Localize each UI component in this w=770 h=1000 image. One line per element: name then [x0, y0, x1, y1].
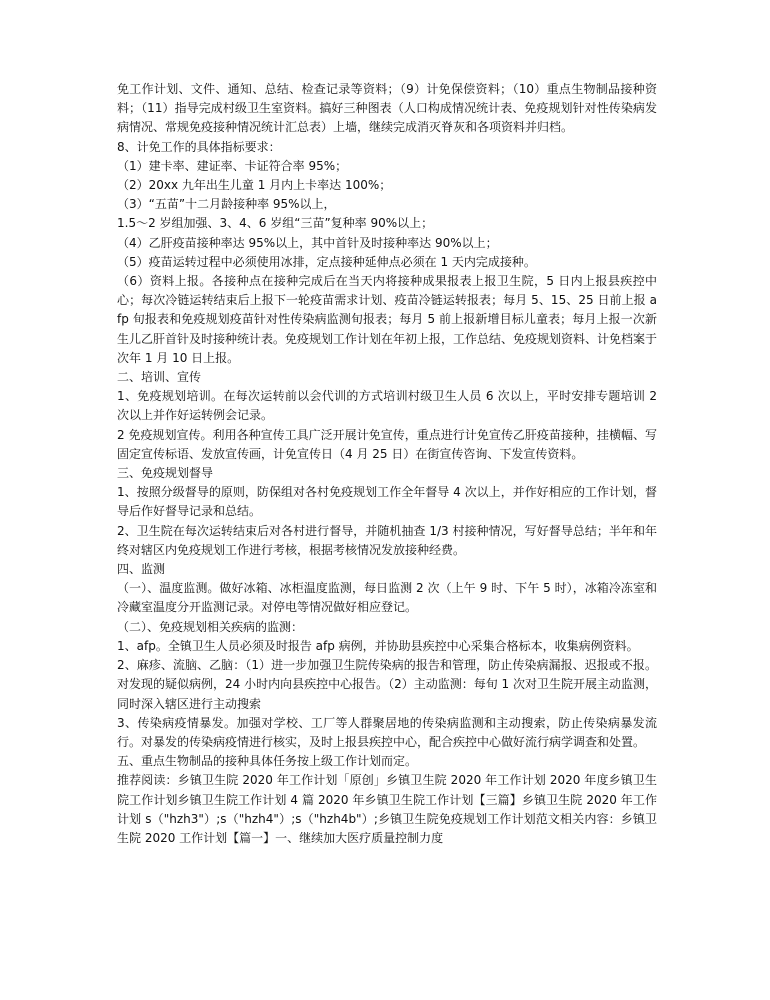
- paragraph-supervision-hospital: 2、卫生院在每次运转结束后对各村进行督导，并随机抽查 1/3 村接种情况，写好督导总结；半年和年终对辖区内免疫规划工作进行考核，根据考核情况发放接种经费。: [117, 523, 657, 557]
- paragraph-publicity: 2 免疫规划宣传。利用各种宣传工具广泛开展计免宣传，重点进行计免宣传乙肝疫苗接种，挂横幅、写固定宣传标语、发放宣传画，计免宣传日（4 月 25 日）在街宣传咨询、下发宣传资料。: [117, 427, 657, 461]
- paragraph-continued-materials: 免工作计划、文件、通知、总结、检查记录等资料；（9）计免保偿资料；（10）重点生物制品接种资料；（11）指导完成村级卫生室资料。搞好三种图表（人口构成情况统计表、免疫规划针对性传染病发病情况、常规免疫接种情况统计汇总表）上墙，继续完成消灭脊灰和各项资料并归档。: [117, 82, 657, 135]
- list-item-data-reporting: （6）资料上报。各接种点在接种完成后在当天内将接种成果报表上报卫生院，5 日内上报县疾控中心；每次冷链运转结束后上报下一轮疫苗需求计划、疫苗冷链运转报表；每月 5、15、25 日前上报 afp 旬报表和免疫规划疫苗针对性传染病监测旬报表；每月 5 前上报新增目标儿童表；每月上报一次新生儿乙肝首针及时接种统计表。免疫规划工作计划在年初上报，工作总结、免疫规划资料、计免档案于次年 1 月 10 日上报。: [117, 274, 658, 365]
- paragraph-outbreak: 3、传染病疫情暴发。加强对学校、工厂等人群聚居地的传染病监测和主动搜索，防止传染病暴发流行。对暴发的传染病疫情进行核实，及时上报县疾控中心，配合疾控中心做好流行病学调查和处置。: [117, 715, 657, 749]
- list-item-cold-chain: （5）疫苗运转过程中必须使用冰排，定点接种延伸点必须在 1 天内完成接种。: [117, 254, 536, 269]
- section-heading-key-products: 五、重点生物制品的接种具体任务按上级工作计划而定。: [117, 754, 418, 769]
- paragraph-recommended-reading: 推荐阅读：乡镇卫生院 2020 年工作计划「原创」乡镇卫生院 2020 年工作计划 2020 年度乡镇卫生院工作计划乡镇卫生院工作计划 4 篇 2020 年乡镇卫生院工作计划【三篇】乡镇卫生院 2020 年工作计划 s（"hzh3"）;s（"hzh4"）;s（"hzh4b"）;乡镇卫生院免疫规划工作计划范文相关内容：乡镇卫生院 2020 工作计划【篇一】一、继续加大医疗质量控制力度: [117, 773, 657, 845]
- document-body: [117, 80, 657, 848]
- paragraph-supervision-principle: 1、按照分级督导的原则，防保组对各村免疫规划工作全年督导 4 次以上，并作好相应的工作计划，督导后作好督导记录和总结。: [117, 485, 657, 519]
- paragraph-temperature-monitoring: （一）、温度监测。做好冰箱、冰柜温度监测，每日监测 2 次（上午 9 时、下午 5 时），冰箱冷冻室和冷藏室温度分开监测记录。对停电等情况做好相应登记。: [117, 581, 657, 615]
- list-item-hepatitis-b-rate: （4）乙肝疫苗接种率达 95%以上，其中首针及时接种率达 90%以上；: [117, 235, 498, 250]
- heading-indicator-requirements: 8、计免工作的具体指标要求：: [117, 139, 281, 154]
- section-heading-monitoring: 四、监测: [117, 562, 166, 577]
- list-item-five-vaccines-rate: （3）“五苗”十二月龄接种率 95%以上，: [117, 197, 336, 212]
- paragraph-training: 1、免疫规划培训。在每次运转前以会代训的方式培训村级卫生人员 6 次以上，平时安排专题培训 2 次以上并作好运转例会记录。: [117, 389, 657, 423]
- subheading-disease-monitoring: （二）、免疫规划相关疾病的监测：: [117, 619, 304, 634]
- section-heading-supervision: 三、免疫规划督导: [117, 466, 214, 481]
- list-item-booster-rate: 1.5～2 岁组加强、3、4、6 岁组“三苗”复种率 90%以上；: [117, 216, 434, 231]
- list-item-newborn-card-rate: （2）20xx 九年出生儿童 1 月内上卡率达 100%；: [117, 178, 392, 193]
- list-item-card-rate: （1）建卡率、建证率、卡证符合率 95%；: [117, 158, 348, 173]
- paragraph-afp: 1、afp。全镇卫生人员必须及时报告 afp 病例，并协助县疾控中心采集合格标本，收集病例资料。: [117, 638, 639, 653]
- paragraph-measles: 2、麻疹、流脑、乙脑：（1）进一步加强卫生院传染病的报告和管理，防止传染病漏报、迟报或不报。对发现的疑似病例，24 小时内向县疾控中心报告。（2）主动监测：每旬 1 次对卫生院开展主动监测，同时深入辖区进行主动搜索: [117, 658, 657, 711]
- section-heading-training: 二、培训、宣传: [117, 370, 202, 385]
